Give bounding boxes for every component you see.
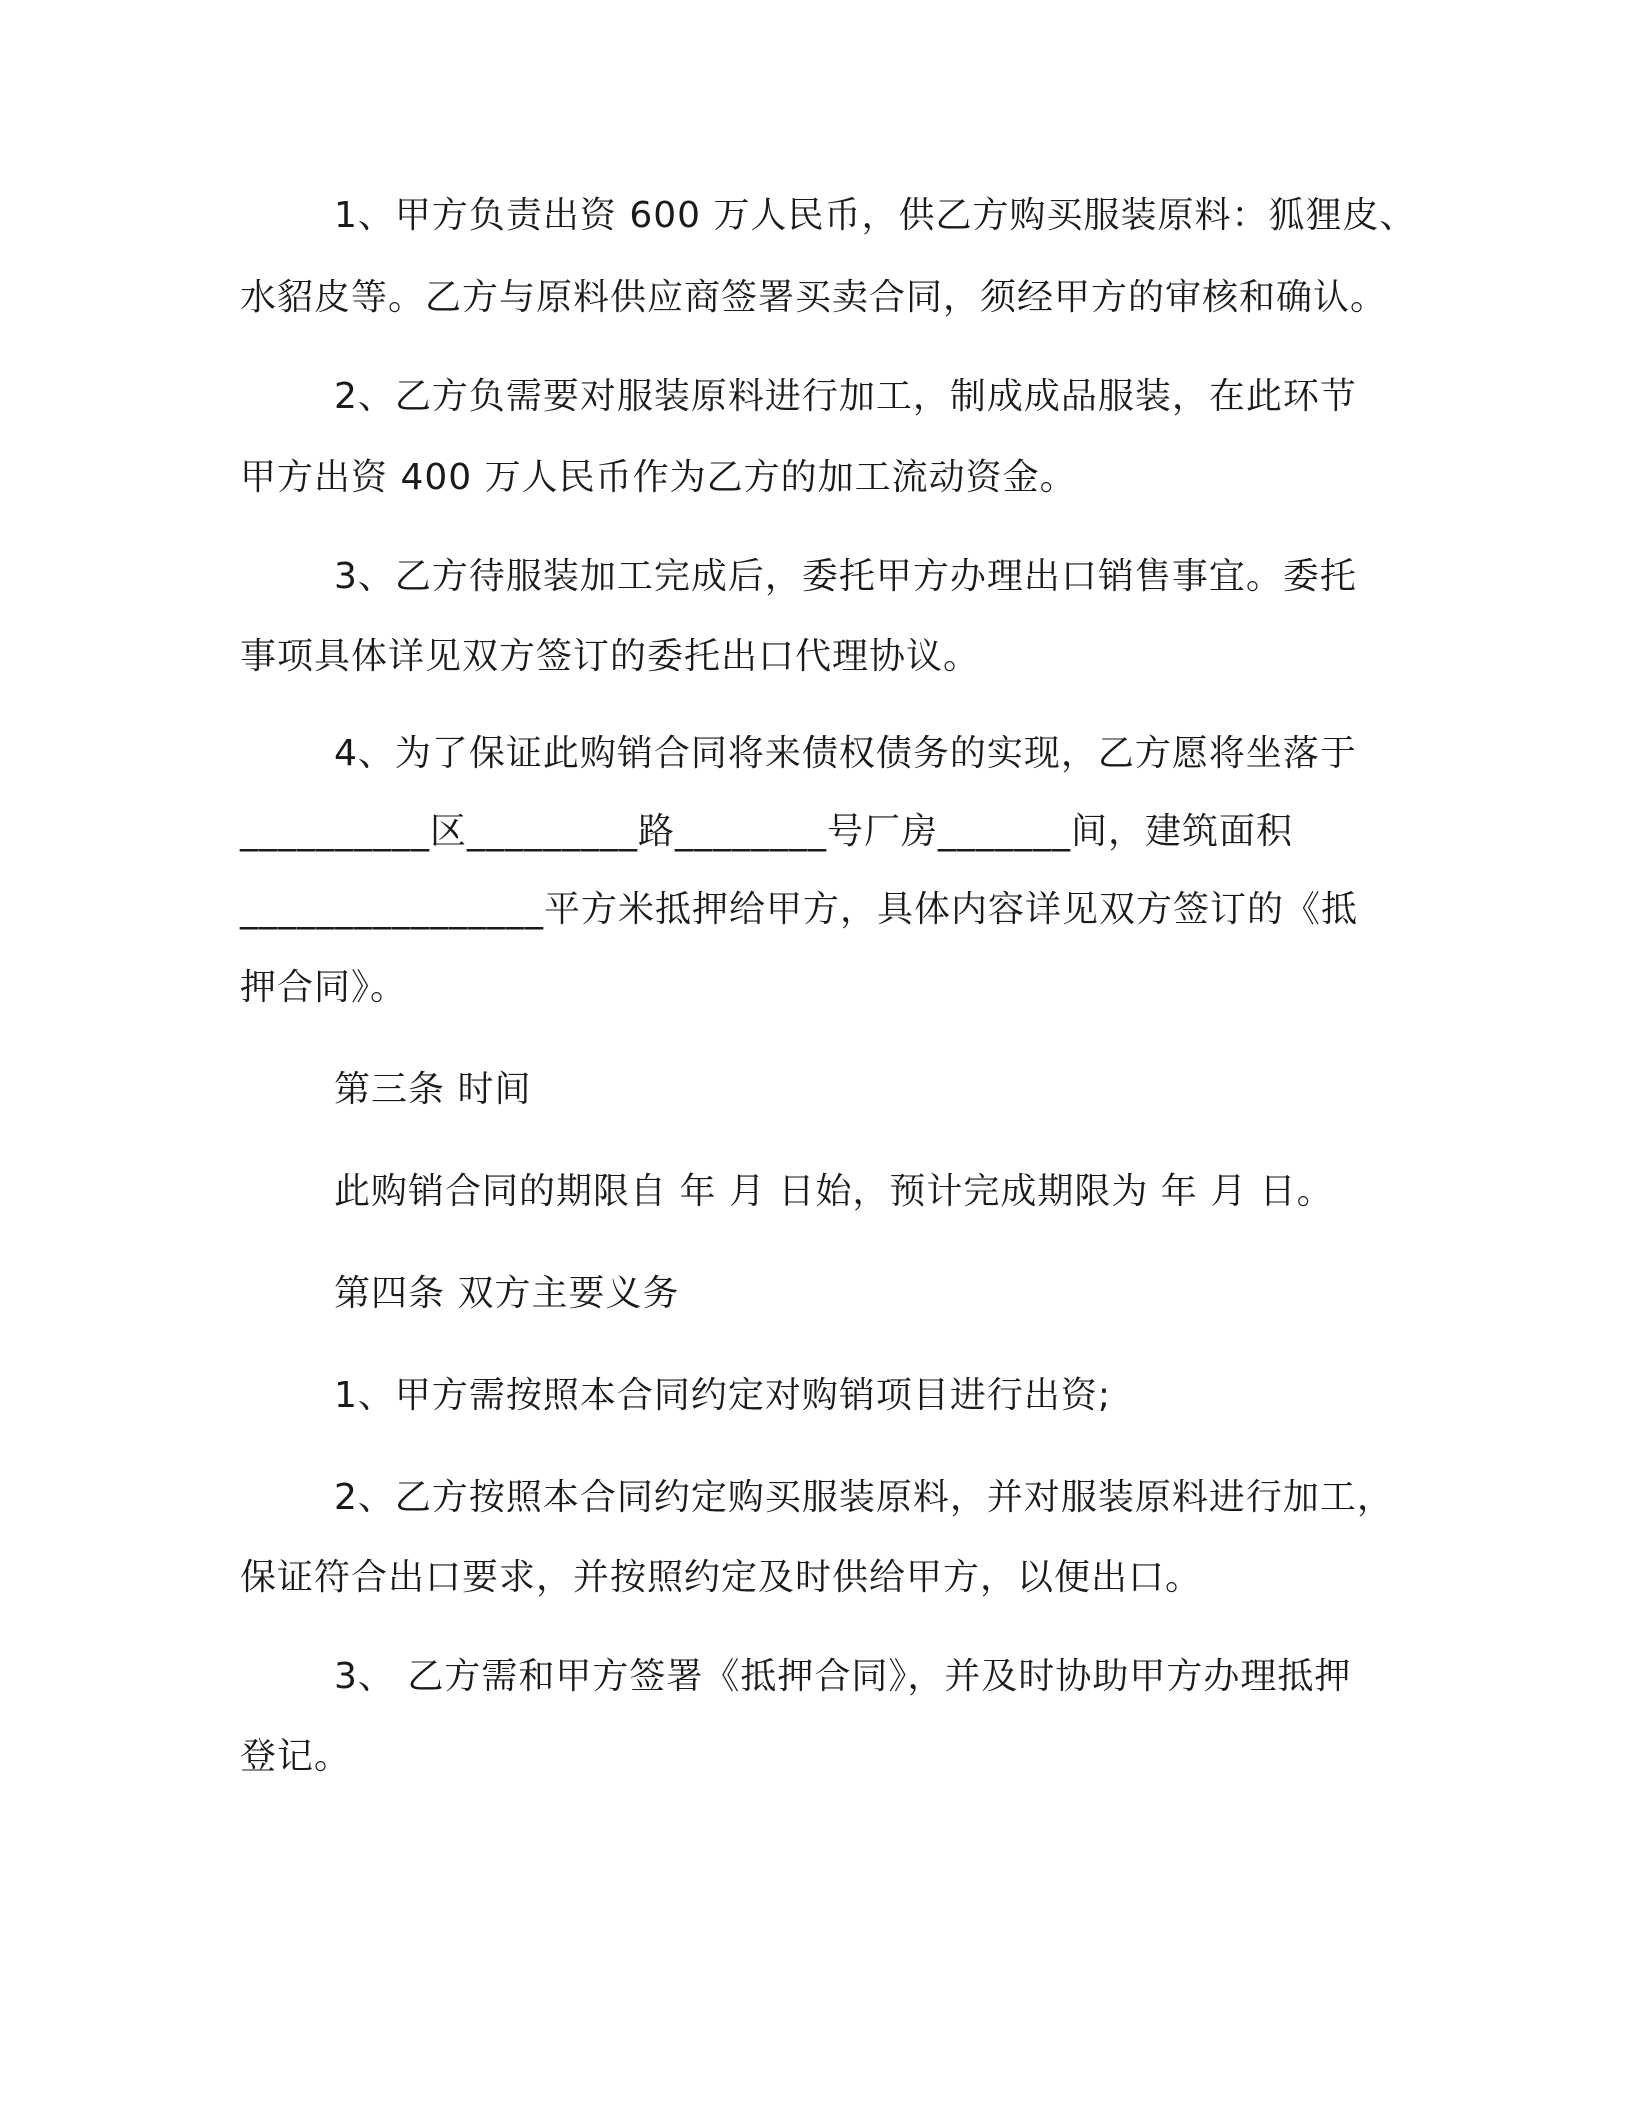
clause-4-line-1: 4、为了保证此购销合同将来债权债务的实现，乙方愿将坐落于 [334,733,1357,774]
clause-4-line-2: __________区_________路________号厂房_______间，建筑面积 [240,811,1294,852]
clause-3-line-1: 3、乙方待服装加工完成后，委托甲方办理出口销售事宜。委托 [334,556,1357,597]
duty-2-line-2: 保证符合出口要求，并按照约定及时供给甲方，以便出口。 [240,1557,1203,1598]
article-3-text: 此购销合同的期限自 年 月 日始，预计完成期限为 年 月 日。 [334,1171,1334,1212]
duty-3-line-1: 3、 乙方需和甲方签署《抵押合同》，并及时协助甲方办理抵押 [334,1656,1352,1697]
duty-1-line-1: 1、甲方需按照本合同约定对购销项目进行出资; [334,1375,1112,1416]
duty-2-line-1: 2、乙方按照本合同约定购买服装原料，并对服装原料进行加工， [334,1477,1394,1518]
clause-2-line-2: 甲方出资 400 万人民币作为乙方的加工流动资金。 [240,457,1077,498]
clause-2-line-1: 2、乙方负需要对服装原料进行加工，制成成品服装，在此环节 [334,376,1357,417]
clause-3-line-2: 事项具体详见双方签订的委托出口代理协议。 [240,636,981,677]
duty-3-line-2: 登记。 [240,1736,352,1777]
clause-1-line-1: 1、甲方负责出资 600 万人民币，供乙方购买服装原料：狐狸皮、 [334,195,1417,236]
clause-1-line-2: 水貂皮等。乙方与原料供应商签署买卖合同，须经甲方的审核和确认。 [240,277,1388,318]
article-3-heading: 第三条 时间 [334,1069,532,1110]
clause-4-line-4: 押合同》。 [240,967,408,1008]
article-4-heading: 第四条 双方主要义务 [334,1273,680,1314]
clause-4-line-3: ________________平方米抵押给甲方，具体内容详见双方签订的《抵 [240,889,1359,930]
